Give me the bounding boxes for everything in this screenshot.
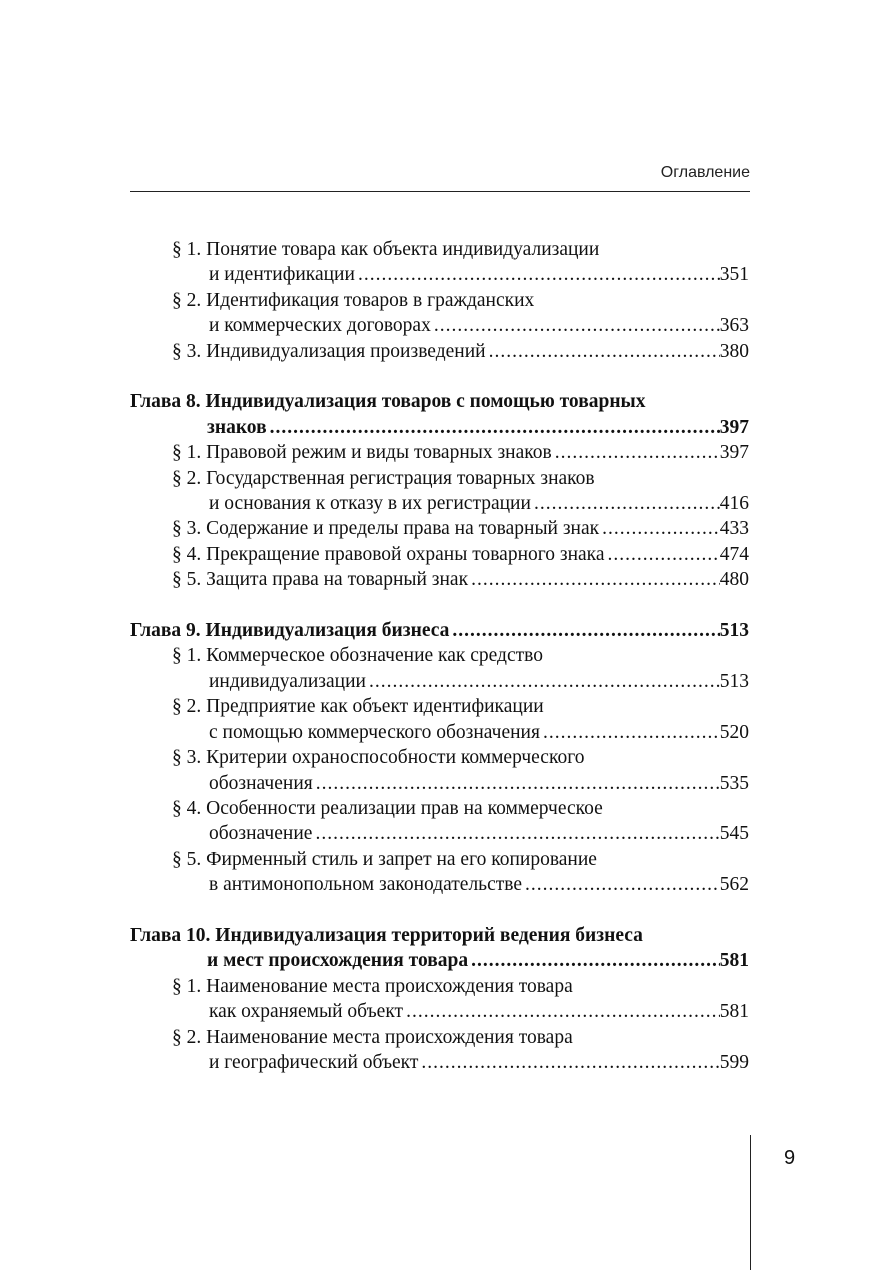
toc-entry-ch9-section-3[interactable] xyxy=(130,745,749,796)
entry-title: § 1. Коммерческое обозначение как средство xyxy=(172,645,543,667)
dot-leader xyxy=(605,542,720,567)
running-head: Оглавление xyxy=(660,164,750,181)
entry-title: § 2. Предприятие как объект идентификации xyxy=(172,696,544,718)
page-number: 581 xyxy=(719,950,749,972)
dot-leader xyxy=(431,313,720,338)
toc-entry-ch9-section-2[interactable] xyxy=(130,694,749,745)
dot-leader xyxy=(599,516,720,541)
toc-entry-ch8-section-3[interactable] xyxy=(130,516,749,541)
dot-leader xyxy=(312,821,719,846)
page-number: 363 xyxy=(719,315,749,337)
dot-leader xyxy=(418,1050,719,1075)
page-number: 599 xyxy=(719,1051,749,1073)
page-number: 351 xyxy=(719,264,749,286)
entry-title-continued: как охраняемый объект xyxy=(209,1001,404,1023)
entry-title: § 5. Защита права на товарный знак xyxy=(172,569,469,591)
dot-leader xyxy=(468,567,720,592)
dot-leader xyxy=(366,669,720,694)
page-number: 380 xyxy=(719,340,749,362)
page-number: 562 xyxy=(719,874,749,896)
page-number: 397 xyxy=(719,416,749,438)
entry-title: § 2. Наименование места происхождения товара xyxy=(172,1026,573,1048)
entry-title: § 1. Наименование места происхождения товара xyxy=(172,975,573,997)
entry-title: § 4. Прекращение правовой охраны товарного знака xyxy=(172,543,605,565)
chapter-title: Глава 10. Индивидуализация территорий ведения бизнеса xyxy=(130,924,643,946)
dot-leader xyxy=(468,948,720,973)
entry-title: § 4. Особенности реализации прав на коммерческое xyxy=(172,797,603,819)
toc-chapter-9[interactable] xyxy=(130,618,749,643)
entry-title-continued: обозначения xyxy=(209,772,313,794)
toc-chapter-10[interactable] xyxy=(130,923,749,974)
entry-title-continued: и коммерческих договорах xyxy=(209,315,431,337)
toc-entry-ch9-section-1[interactable] xyxy=(130,643,749,694)
entry-title-continued: и основания к отказу в их регистрации xyxy=(209,493,531,515)
page-number: 581 xyxy=(719,1001,749,1023)
page-number: 513 xyxy=(719,620,749,642)
dot-leader xyxy=(313,771,720,796)
page-number: 535 xyxy=(719,772,749,794)
toc-entry-ch8-section-4[interactable] xyxy=(130,542,749,567)
dot-leader xyxy=(486,339,720,364)
toc-entry-preceding-section-1[interactable] xyxy=(130,237,749,288)
toc-chapter-8[interactable] xyxy=(130,389,749,440)
entry-title-continued: индивидуализации xyxy=(209,670,366,692)
entry-title: § 3. Индивидуализация произведений xyxy=(172,340,486,362)
page-folio: 9 xyxy=(784,1147,796,1169)
chapter-title: Глава 8. Индивидуализация товаров с помощью товарных xyxy=(130,391,646,413)
entry-title-continued: и идентификации xyxy=(209,264,355,286)
dot-leader xyxy=(267,415,720,440)
toc-entry-preceding-section-2[interactable] xyxy=(130,288,749,339)
entry-title: § 2. Государственная регистрация товарных знаков xyxy=(172,467,595,489)
page-number: 433 xyxy=(719,518,749,540)
page-number: 480 xyxy=(719,569,749,591)
entry-title-continued: с помощью коммерческого обозначения xyxy=(209,721,540,743)
chapter-title: Глава 9. Индивидуализация бизнеса xyxy=(130,620,450,642)
header-rule xyxy=(130,191,750,192)
dot-leader xyxy=(552,440,720,465)
toc-entry-ch10-section-2[interactable] xyxy=(130,1025,749,1076)
entry-title: § 3. Содержание и пределы права на товарный знак xyxy=(172,518,600,540)
toc-entry-ch9-section-4[interactable] xyxy=(130,796,749,847)
toc-entry-ch10-section-1[interactable] xyxy=(130,974,749,1025)
page-number: 545 xyxy=(719,823,749,845)
toc-entry-ch8-section-5[interactable] xyxy=(130,567,749,592)
page-number: 416 xyxy=(719,493,749,515)
dot-leader xyxy=(522,872,720,897)
toc-entry-ch9-section-5[interactable] xyxy=(130,847,749,898)
entry-title: § 3. Критерии охраноспособности коммерческого xyxy=(172,747,585,769)
dot-leader xyxy=(355,262,720,287)
dot-leader xyxy=(531,491,720,516)
chapter-title-continued: и мест происхождения товара xyxy=(207,950,469,972)
entry-title: § 1. Понятие товара как объекта индивидуализации xyxy=(172,239,600,260)
table-of-contents xyxy=(130,237,749,1075)
dot-leader xyxy=(403,999,720,1024)
toc-entry-ch8-section-2[interactable] xyxy=(130,466,749,517)
chapter-title-continued: знаков xyxy=(207,416,267,438)
dot-leader xyxy=(449,618,719,643)
page-number: 397 xyxy=(719,442,749,464)
toc-entry-ch8-section-1[interactable] xyxy=(130,440,749,465)
entry-title: § 1. Правовой режим и виды товарных знаков xyxy=(172,442,552,464)
entry-title: § 5. Фирменный стиль и запрет на его копирование xyxy=(172,848,597,870)
entry-title-continued: обозначение xyxy=(209,823,313,845)
entry-title: § 2. Идентификация товаров в гражданских xyxy=(172,289,535,311)
page-number: 513 xyxy=(719,670,749,692)
entry-title-continued: в антимонопольном законодательстве xyxy=(209,874,522,896)
entry-title-continued: и географический объект xyxy=(209,1051,419,1073)
dot-leader xyxy=(540,720,720,745)
toc-entry-preceding-section-3[interactable] xyxy=(130,339,749,364)
page-number: 474 xyxy=(719,543,749,565)
page-number: 520 xyxy=(719,721,749,743)
folio-rule xyxy=(750,1135,751,1270)
